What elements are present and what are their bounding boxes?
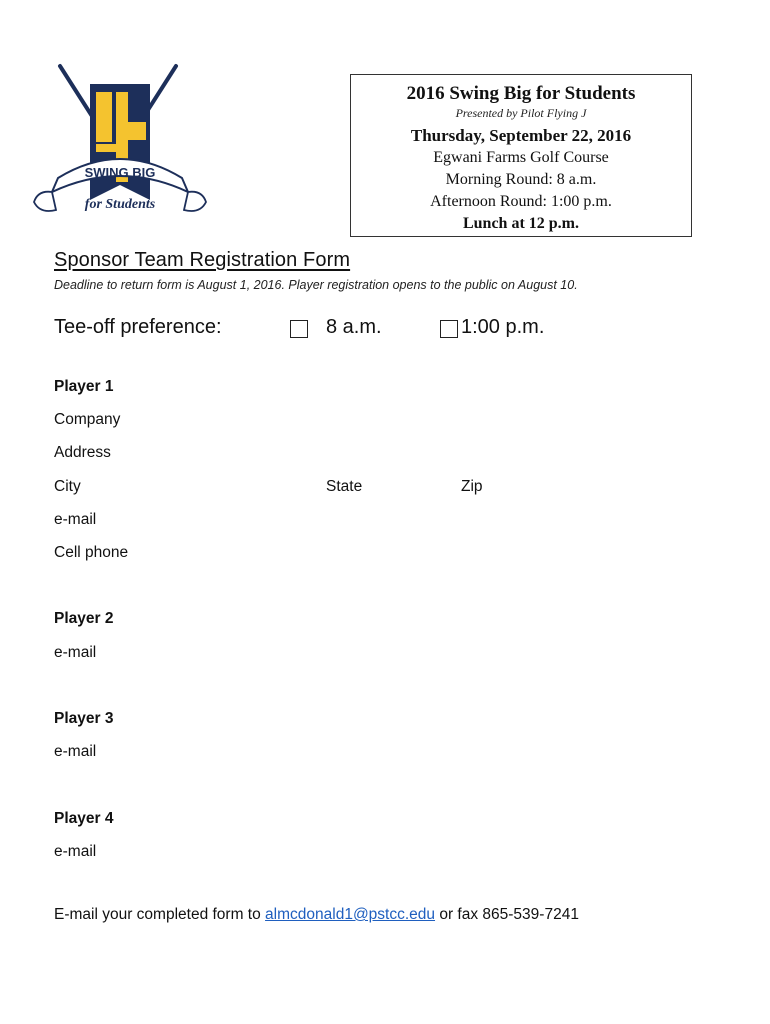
event-afternoon-round: Afternoon Round: 1:00 p.m. xyxy=(430,193,612,210)
event-info-box xyxy=(350,74,692,237)
event-presenter: Presented by Pilot Flying J xyxy=(455,106,587,120)
option-1pm-label: 1:00 p.m. xyxy=(461,316,545,338)
contact-email-link[interactable]: almcdonald1@pstcc.edu xyxy=(265,906,436,923)
event-title: 2016 Swing Big for Students xyxy=(406,83,636,104)
player4-email-label: e-mail xyxy=(54,843,97,860)
player1-city-label: City xyxy=(54,478,81,495)
player3-heading: Player 3 xyxy=(54,710,114,727)
footer-suffix: or fax 865-539-7241 xyxy=(435,906,579,923)
event-morning-round: Morning Round: 8 a.m. xyxy=(445,171,597,188)
player1-cell-label: Cell phone xyxy=(54,544,129,561)
player2-heading: Player 2 xyxy=(54,610,114,627)
event-lunch: Lunch at 12 p.m. xyxy=(462,215,580,232)
event-venue: Egwani Farms Golf Course xyxy=(433,149,609,166)
deadline-note: Deadline to return form is August 1, 2016. Player registration opens to the public on August 10. xyxy=(54,278,578,292)
logo-line2: for Students xyxy=(84,197,156,212)
player1-company-label: Company xyxy=(54,411,121,428)
option-8am-label: 8 a.m. xyxy=(326,316,382,338)
player3-email-label: e-mail xyxy=(54,743,97,760)
player1-state-label: State xyxy=(326,478,363,495)
player2-email-label: e-mail xyxy=(54,644,97,661)
player1-zip-label: Zip xyxy=(461,478,483,495)
swing-big-logo xyxy=(28,60,212,220)
player4-heading: Player 4 xyxy=(54,810,114,827)
checkbox-8am[interactable] xyxy=(290,320,308,338)
checkbox-1pm[interactable] xyxy=(440,320,458,338)
teeoff-label: Tee-off preference: xyxy=(54,316,222,338)
player1-address-label: Address xyxy=(54,444,111,461)
footer-prefix: E-mail your completed form to xyxy=(54,906,266,923)
player1-email-label: e-mail xyxy=(54,511,97,528)
player1-heading: Player 1 xyxy=(54,378,114,395)
form-title: Sponsor Team Registration Form xyxy=(54,249,351,271)
footer-instructions xyxy=(54,906,579,924)
event-date: Thursday, September 22, 2016 xyxy=(410,126,632,145)
logo-line1: SWING BIG xyxy=(84,165,156,180)
